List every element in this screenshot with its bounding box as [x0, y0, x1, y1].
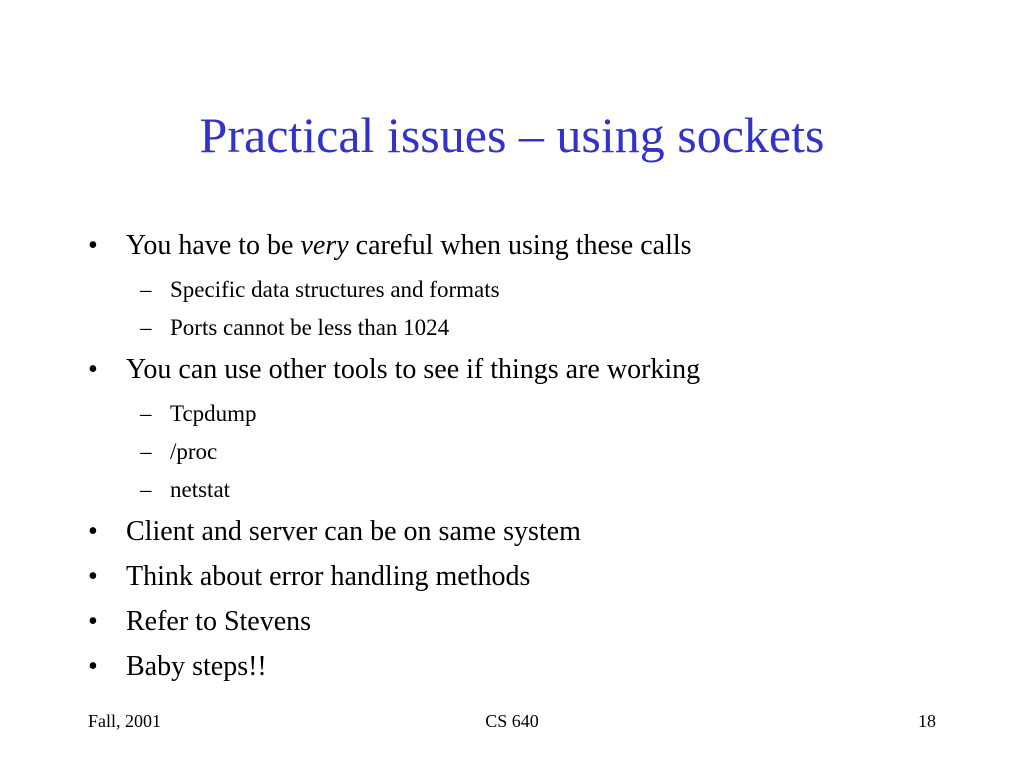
sub-list: [88, 395, 968, 509]
sub-item: [88, 433, 968, 471]
bullet-marker: •: [88, 230, 98, 261]
sub-text: Specific data structures and formats: [170, 277, 500, 302]
bullet-item: [88, 647, 968, 687]
bullet-text: Think about error handling methods: [126, 561, 531, 592]
bullet-marker: •: [88, 561, 98, 592]
footer-date: Fall, 2001: [88, 711, 162, 731]
dash-marker: –: [140, 477, 152, 502]
sub-text: netstat: [170, 477, 231, 502]
footer-page-number: 18: [918, 711, 936, 731]
bullet-item: [88, 512, 968, 552]
sub-list-container: [88, 395, 968, 509]
bullet-marker: •: [88, 606, 98, 637]
bullet-item: [88, 602, 968, 642]
bullet-marker: •: [88, 516, 98, 547]
bullet-marker: •: [88, 651, 98, 682]
bullet-text: You can use other tools to see if things are working: [126, 354, 701, 385]
bullet-marker: •: [88, 354, 98, 385]
sub-item: [88, 309, 968, 347]
bullet-text: Client and server can be on same system: [126, 516, 581, 547]
sub-text: /proc: [170, 439, 218, 464]
slide-title: Practical issues – using sockets: [199, 107, 825, 163]
dash-marker: –: [140, 439, 152, 464]
bullet-text: Refer to Stevens: [126, 606, 312, 637]
sub-list: [88, 271, 968, 347]
dash-marker: –: [140, 315, 152, 340]
dash-marker: –: [140, 401, 152, 426]
sub-item: [88, 471, 968, 509]
bullet-list: [88, 226, 968, 692]
footer-course: CS 640: [485, 711, 539, 731]
sub-list-container: [88, 271, 968, 347]
bullet-text: Baby steps!!: [126, 651, 267, 682]
bullet-emphasis: very: [300, 230, 349, 261]
bullet-text: You have to be: [126, 230, 301, 261]
sub-item: [88, 271, 968, 309]
bullet-item: [88, 350, 968, 390]
sub-text: Ports cannot be less than 1024: [170, 315, 450, 340]
sub-text: Tcpdump: [170, 401, 257, 426]
dash-marker: –: [140, 277, 152, 302]
bullet-text: careful when using these calls: [348, 230, 692, 261]
bullet-item: [88, 557, 968, 597]
bullet-item: [88, 226, 968, 266]
sub-item: [88, 395, 968, 433]
